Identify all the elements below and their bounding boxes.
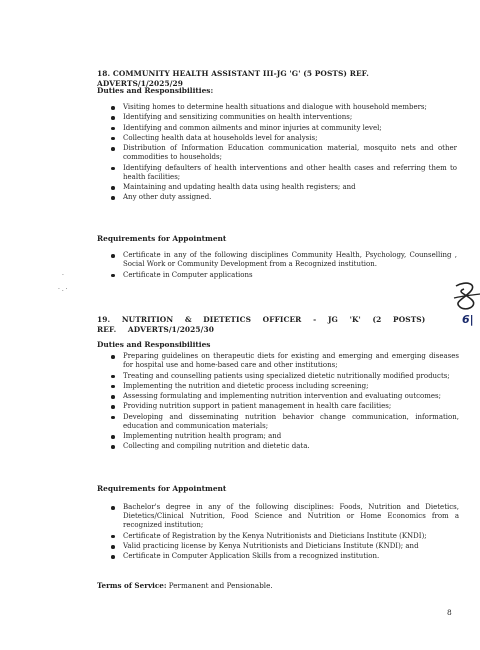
- requirement-item: Certificate in Computer Application Skills from a recognized institution.: [109, 552, 459, 561]
- section-19-heading: 19. NUTRITION & DIETETICS OFFICER - JG 'K' (2 POSTS) REF. ADVERTS/1/2025/30: [97, 315, 426, 334]
- section-19-requirements-title: Requirements for Appointment: [97, 484, 227, 493]
- duty-item: Implementing the nutrition and dietetic process including screening;: [109, 382, 459, 391]
- duty-item: Visiting homes to determine health situations and dialogue with household members;: [109, 103, 457, 112]
- margin-mark: ·: [62, 272, 64, 279]
- duty-item: Collecting and compiling nutrition and dietetic data.: [109, 442, 459, 451]
- requirement-item: Bachelor's degree in any of the following disciplines: Foods, Nutrition and Dietetics, Dietetics/Clinical Nutrition, Food Science and Nutrition or Home Economics from a recognized institution;: [109, 503, 459, 531]
- duty-item: Developing and disseminating nutrition behavior change communication, information, education and communication materials;: [109, 413, 459, 431]
- duty-item: Implementing nutrition health program; and: [109, 432, 459, 441]
- section-19-duties-list: [109, 352, 459, 453]
- duty-item: Preparing guidelines on therapeutic diets for existing and emerging and emerging diseases for hospital use and home-based care and other institutions;: [109, 352, 459, 370]
- duty-item: Treating and counselling patients using specialized dietetic nutritionally modified products;: [109, 372, 459, 381]
- section-18-requirements-list: [109, 251, 457, 281]
- section-18-duties-title: Duties and Responsibilities:: [97, 86, 214, 95]
- duty-item: Identifying defaulters of health interventions and other health cases and referring them to health facilities;: [109, 164, 457, 182]
- section-19-duties-title: Duties and Responsibilities: [97, 340, 211, 349]
- terms-of-service: [97, 581, 273, 591]
- duty-item: Identifying and common ailments and minor injuries at community level;: [109, 124, 457, 133]
- terms-label: Terms of Service:: [97, 581, 167, 590]
- duty-item: Assessing formulating and implementing nutrition intervention and evaluating outcomes;: [109, 392, 459, 401]
- requirement-item: Certificate of Registration by the Kenya Nutritionists and Dieticians Institute (KNDI);: [109, 532, 459, 541]
- signature-scribble: [448, 280, 480, 314]
- section-18-heading: 18. COMMUNITY HEALTH ASSISTANT III-JG 'G' (5 POSTS) REF. ADVERTS/1/2025/29: [97, 69, 369, 88]
- duty-item: Identifying and sensitizing communities on health interventions;: [109, 113, 457, 122]
- requirement-item: Certificate in any of the following disciplines Community Health, Psychology, Counselling , Social Work or Community Development from a Recognized institution.: [109, 251, 457, 269]
- duty-item: Any other duty assigned.: [109, 193, 457, 202]
- section-18-requirements-title: Requirements for Appointment: [97, 234, 227, 243]
- margin-mark: · . ·: [58, 286, 68, 293]
- handwritten-annotation: 6|: [462, 313, 474, 326]
- requirement-item: Certificate in Computer applications: [109, 271, 457, 280]
- duty-item: Distribution of Information Education communication material, mosquito nets and other commodities to households;: [109, 144, 457, 162]
- duty-item: Collecting health data at households level for analysis;: [109, 134, 457, 143]
- terms-value: Permanent and Pensionable.: [168, 581, 273, 590]
- duty-item: Maintaining and updating health data using health registers; and: [109, 183, 457, 192]
- page-number: 8: [447, 608, 452, 617]
- section-18-duties-list: [109, 103, 457, 204]
- duty-item: Providing nutrition support in patient management in health care facilities;: [109, 402, 459, 411]
- requirement-item: Valid practicing license by Kenya Nutritionists and Dieticians Institute (KNDI); and: [109, 542, 459, 551]
- section-19-requirements-list: [109, 503, 459, 563]
